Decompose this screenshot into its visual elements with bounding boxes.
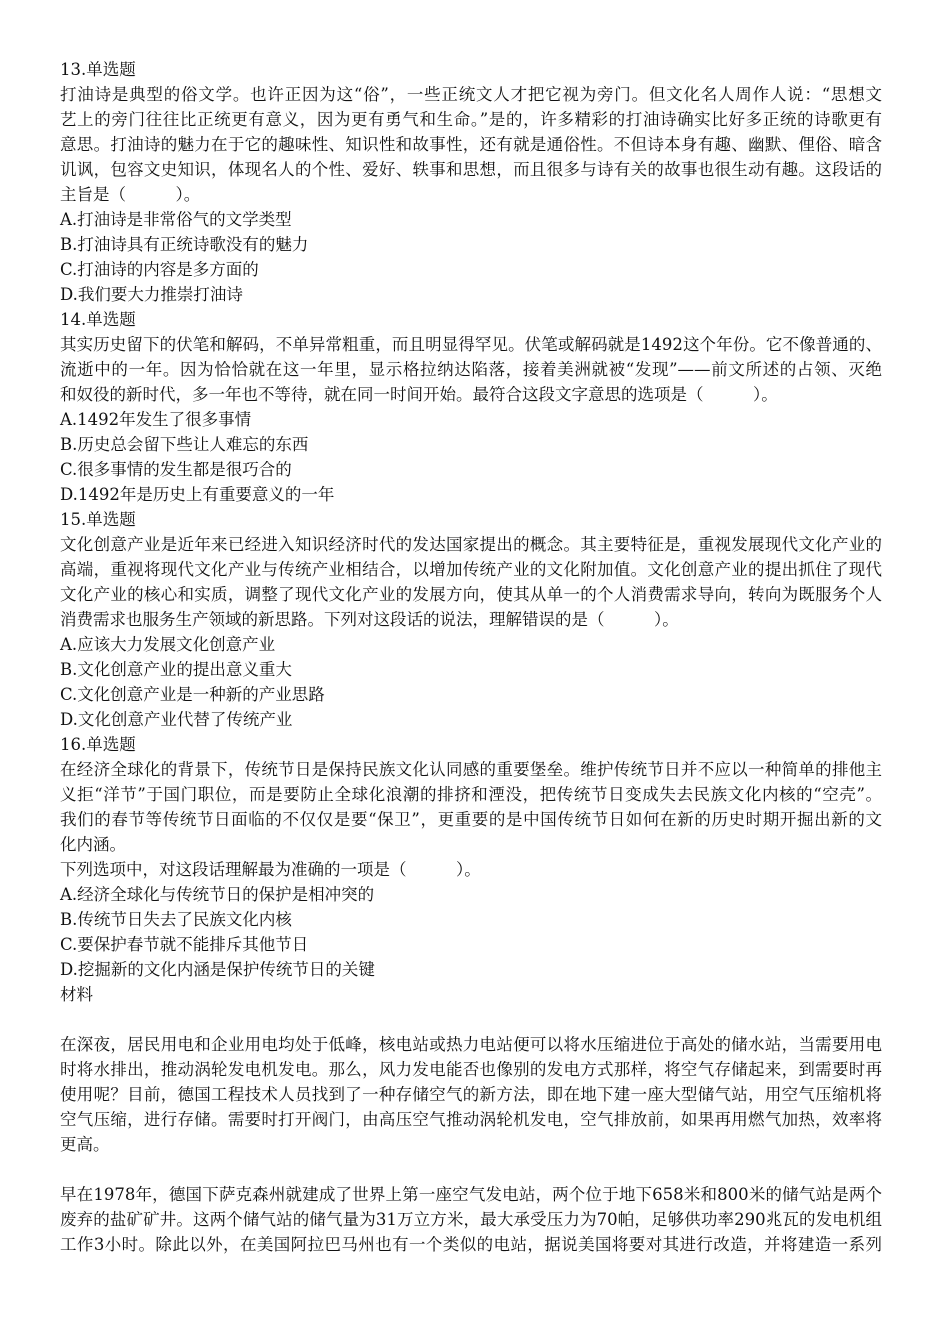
question-stem-line: 消费需求也服务生产领域的新思路。下列对这段话的说法，理解错误的是（ ）。 — [60, 610, 679, 629]
answer-option: A.打油诗是非常俗气的文学类型 — [60, 210, 292, 229]
question-stem-line: 下列选项中，对这段话理解最为准确的一项是（ ）。 — [60, 860, 481, 879]
material-paragraph-line: 使用呢？目前，德国工程技术人员找到了一种存储空气的新方法，即在地下建一座大型储气站，用空气压缩机将 — [60, 1085, 882, 1104]
answer-option: B.文化创意产业的提出意义重大 — [60, 660, 292, 679]
question-stem-line: 其实历史留下的伏笔和解码，不单异常粗重，而且明显得罕见。伏笔或解码就是1492这个年份。它不像普通的、 — [60, 335, 882, 354]
question-stem-line: 打油诗是典型的俗文学。也许正因为这“俗”，一些正统文人才把它视为旁门。但文化名人周作人说：“思想文 — [60, 85, 882, 104]
question-stem-line: 讥讽，包容文史知识，体现名人的个性、爱好、轶事和思想，而且很多与诗有关的故事也很生动有趣。这段话的 — [60, 160, 882, 179]
question-header: 16.单选题 — [60, 735, 136, 754]
answer-option: A.1492年发生了很多事情 — [60, 410, 252, 429]
question-stem-line: 艺上的旁门往往比正统更有意义，因为更有勇气和生命。”是的，许多精彩的打油诗确实比好多正统的诗歌更有 — [60, 110, 882, 129]
material-paragraph-line: 更高。 — [60, 1135, 110, 1154]
answer-option: A.经济全球化与传统节日的保护是相冲突的 — [60, 885, 375, 904]
answer-option: B.传统节日失去了民族文化内核 — [60, 910, 292, 929]
question-stem-line: 我们的春节等传统节日面临的不仅仅是要“保卫”，更重要的是中国传统节日如何在新的历史时期开掘出新的文 — [60, 810, 882, 829]
question-stem-line: 主旨是（ ）。 — [60, 185, 201, 204]
question-stem-line: 流逝中的一年。因为恰恰就在这一年里，显示格拉纳达陷落，接着美洲就被“发现”——前文所述的占领、灭绝 — [60, 360, 882, 379]
answer-option: B.打油诗具有正统诗歌没有的魅力 — [60, 235, 309, 254]
question-stem-line: 高端，重视将现代文化产业与传统产业相结合，以增加传统产业的文化附加值。文化创意产业的提出抓住了现代 — [60, 560, 882, 579]
question-stem-line: 文化产业的核心和实质，调整了现代文化产业的发展方向，使其从单一的个人消费需求导向，转向为既服务个人 — [60, 585, 882, 604]
question-header: 14.单选题 — [60, 310, 136, 329]
question-stem-line: 化内涵。 — [60, 835, 126, 854]
question-header: 13.单选题 — [60, 60, 136, 79]
material-paragraph-line: 工作3小时。除此以外，在美国阿拉巴马州也有一个类似的电站，据说美国将要对其进行改造，并将建造一系列 — [60, 1235, 882, 1254]
material-label: 材料 — [60, 985, 93, 1004]
answer-option: A.应该大力发展文化创意产业 — [60, 635, 276, 654]
answer-option: C.很多事情的发生都是很巧合的 — [60, 460, 292, 479]
answer-option: D.我们要大力推崇打油诗 — [60, 285, 243, 304]
material-paragraph-line: 废弃的盐矿矿井。这两个储气站的储气量为31万立方米，最大承受压力为70帕，足够供功率290兆瓦的发电机组 — [60, 1210, 882, 1229]
answer-option: C.要保护春节就不能排斥其他节日 — [60, 935, 309, 954]
answer-option: C.打油诗的内容是多方面的 — [60, 260, 259, 279]
blank-line — [60, 1157, 882, 1182]
answer-option: C.文化创意产业是一种新的产业思路 — [60, 685, 325, 704]
question-stem-line: 在经济全球化的背景下，传统节日是保持民族文化认同感的重要堡垒。维护传统节日并不应以一种简单的排他主 — [60, 760, 882, 779]
question-stem-line: 文化创意产业是近年来已经进入知识经济时代的发达国家提出的概念。其主要特征是，重视发展现代文化产业的 — [60, 535, 882, 554]
answer-option: B.历史总会留下些让人难忘的东西 — [60, 435, 309, 454]
material-paragraph-line: 在深夜，居民用电和企业用电均处于低峰，核电站或热力电站便可以将水压缩进位于高处的储水站，当需要用电 — [60, 1035, 882, 1054]
document-page — [60, 57, 882, 1257]
question-stem-line: 和奴役的新时代，多一年也不等待，就在同一时间开始。最符合这段文字意思的选项是（ ）。 — [60, 385, 778, 404]
material-paragraph-line: 空气压缩，进行存储。需要时打开阀门，由高压空气推动涡轮机发电，空气排放前，如果再用燃气加热，效率将 — [60, 1110, 882, 1129]
question-stem-line: 义拒“洋节”于国门职位，而是要防止全球化浪潮的排挤和湮没，把传统节日变成失去民族文化内核的“空壳”。 — [60, 785, 882, 804]
answer-option: D.挖掘新的文化内涵是保护传统节日的关键 — [60, 960, 375, 979]
question-header: 15.单选题 — [60, 510, 136, 529]
material-paragraph-line: 早在1978年，德国下萨克森州就建成了世界上第一座空气发电站，两个位于地下658米和800米的储气站是两个 — [60, 1185, 882, 1204]
question-stem-line: 意思。打油诗的魅力在于它的趣味性、知识性和故事性，还有就是通俗性。不但诗本身有趣、幽默、俚俗、暗含 — [60, 135, 882, 154]
material-paragraph-line: 时将水排出，推动涡轮发电机发电。那么，风力发电能否也像别的发电方式那样，将空气存储起来，到需要时再 — [60, 1060, 882, 1079]
answer-option: D.1492年是历史上有重要意义的一年 — [60, 485, 335, 504]
answer-option: D.文化创意产业代替了传统产业 — [60, 710, 293, 729]
blank-line — [60, 1007, 882, 1032]
